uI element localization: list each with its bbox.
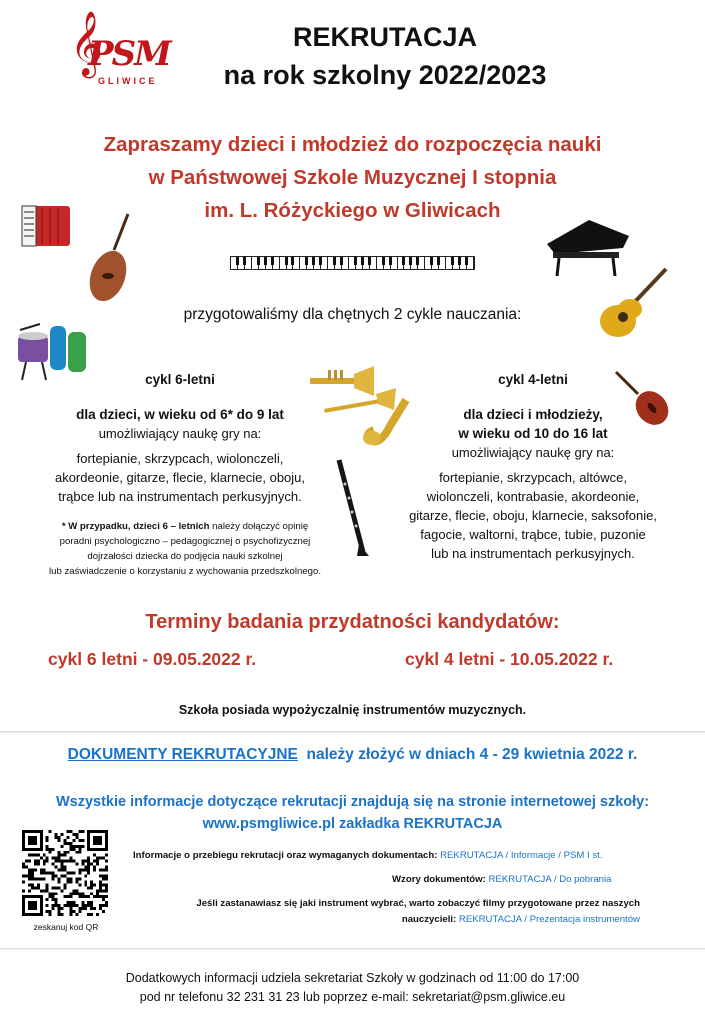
divider [0,731,705,733]
list-item: fagocie, waltorni, trąbce, tubie, puzonie [420,527,646,542]
link-videos[interactable]: REKRUTACJA / Prezentacja instrumentów [458,914,640,925]
piano-key [418,257,425,269]
title-line-2: na rok szkolny 2022/2023 [223,60,547,90]
piano-key [370,257,377,269]
treble-clef-icon: 𝄞 [70,11,104,76]
piano-keyboard-decoration [230,256,475,270]
piano-key [273,257,280,269]
piano-key [391,257,398,269]
piano-key [342,257,349,269]
piano-key [300,257,307,269]
piano-key [293,257,300,269]
piano-key [280,257,287,269]
piano-key [328,257,335,269]
link-label: Wzory dokumentów: [392,874,486,885]
link-row-videos [150,896,640,928]
cycle-6-instruments [20,449,340,506]
accordion-icon [18,200,78,256]
cycle-6-target: dla dzieci, w wieku od 6* do 9 lat [76,407,284,422]
link-forms[interactable]: REKRUTACJA / Do pobrania [488,874,612,885]
documents-rest: należy złożyć w dniach 4 - 29 kwietnia 2022 r. [306,746,638,763]
list-item: fortepianie, skrzypcach, altówce, [439,470,627,485]
piano-key [404,257,411,269]
title-line-1: REKRUTACJA [292,22,477,52]
piano-key [453,257,460,269]
footer-contact [0,969,705,1007]
piano-key [307,257,314,269]
intro-line-1: Zapraszamy dzieci i młodzież do rozpoczęcia nauki [103,133,602,156]
piano-key [245,257,252,269]
cycle-4-target-1: dla dzieci i młodzieży, [463,407,603,422]
piano-key [356,257,363,269]
note-bold: * W przypadku, dzieci 6 – letnich [61,521,210,532]
note-line: dojrzałości dziecka do podjęcia nauki szkolnej [87,551,283,562]
cycle-6-note [20,519,350,579]
intro-line-3: im. L. Różyckiego w Gliwicach [204,199,501,222]
cycle-6-subtitle: umożliwiający naukę gry na: [98,426,262,441]
documents-heading: DOKUMENTY REKRUTACYJNE [67,746,298,763]
piano-key [384,257,391,269]
list-item: akordeonie, gitarze, flecie, klarnecie, oboju, [54,470,306,485]
qr-code[interactable] [22,830,108,916]
cycle-4-subtitle: umożliwiający naukę gry na: [451,445,615,460]
piano-key [377,257,384,269]
link-label: Jeśli zastanawiasz się jaki instrument wybrać, warto zobaczyć filmy przygotowane przez naszych [196,898,640,909]
link-row-forms [392,872,611,888]
piano-key [446,257,453,269]
piano-key [266,257,273,269]
piano-key [231,257,238,269]
cycle-4-title: cykl 4-letni [498,372,568,387]
cycle-6-title: cykl 6-letni [145,372,215,387]
list-item: wiolonczeli, kontrabasie, akordeonie, [426,489,640,504]
term-cycle-6: cykl 6 letni - 09.05.2022 r. [48,649,257,669]
guitar-icon [596,265,672,345]
note-line: lub zaświadczenie o korzystaniu z wychowania przedszkolnego. [49,566,321,577]
list-item: trąbce lub na instrumentach perkusyjnych. [58,489,302,504]
piano-key [287,257,294,269]
list-item: fortepianie, skrzypcach, wiolonczeli, [76,451,284,466]
piano-key [432,257,439,269]
piano-key [398,257,405,269]
piano-key [321,257,328,269]
note-line: poradni psychologiczno – pedagogicznej o psychofizycznej [59,536,311,547]
link-info[interactable]: REKRUTACJA / Informacje / PSM I st. [440,850,603,861]
piano-key [238,257,245,269]
piano-key [411,257,418,269]
cycle-4-section [378,370,688,563]
link-row-info [133,848,603,864]
piano-key [425,257,432,269]
page-title [190,18,580,94]
documents-deadline [0,746,705,764]
note-rest: należy dołączyć opinię [212,521,309,532]
terms-title: Terminy badania przydatności kandydatów: [145,611,560,633]
qr-caption: zeskanuj kod QR [33,922,99,932]
info-line-1: Wszystkie informacje dotyczące rekrutacji znajdują się na stronie internetowej szkoły: [55,794,650,810]
term-cycle-4: cykl 4 letni - 10.05.2022 r. [405,649,614,669]
list-item: gitarze, flecie, oboju, klarnecie, saksofonie, [409,508,657,523]
piano-key [439,257,446,269]
intro-line-2: w Państwowej Szkole Muzycznej I stopnia [148,166,557,189]
website-link[interactable]: www.psmgliwice.pl zakładka REKRUTACJA [202,816,503,832]
link-label: Informacje o przebiegu rekrutacji oraz wymaganych dokumentach: [133,850,438,861]
piano-key [349,257,356,269]
logo-text: PSM [88,34,170,74]
website-info [20,791,685,835]
piano-key [467,257,474,269]
piano-key [259,257,266,269]
piano-key [252,257,259,269]
rental-info: Szkoła posiada wypożyczalnię instrumentów muzycznych. [178,703,527,717]
list-item: lub na instrumentach perkusyjnych. [431,546,635,561]
divider [0,948,705,950]
link-label: nauczycieli: [401,914,457,925]
school-logo [70,11,180,94]
piano-key [335,257,342,269]
cycles-intro: przygotowaliśmy dla chętnych 2 cykle nauczania: [183,306,522,323]
cycle-6-section [20,370,340,506]
cycle-4-target-2: w wieku od 10 do 16 lat [458,426,608,441]
footer-line-2: pod nr telefonu 32 231 31 23 lub poprzez e-mail: sekretariat@psm.gliwice.eu [139,990,566,1004]
cycle-4-instruments [378,468,688,563]
footer-line-1: Dodatkowych informacji udziela sekretariat Szkoły w godzinach od 11:00 do 17:00 [125,971,580,985]
piano-key [314,257,321,269]
logo-city: GLIWICE [98,76,158,86]
cello-icon [86,210,142,310]
piano-key [363,257,370,269]
piano-key [460,257,467,269]
